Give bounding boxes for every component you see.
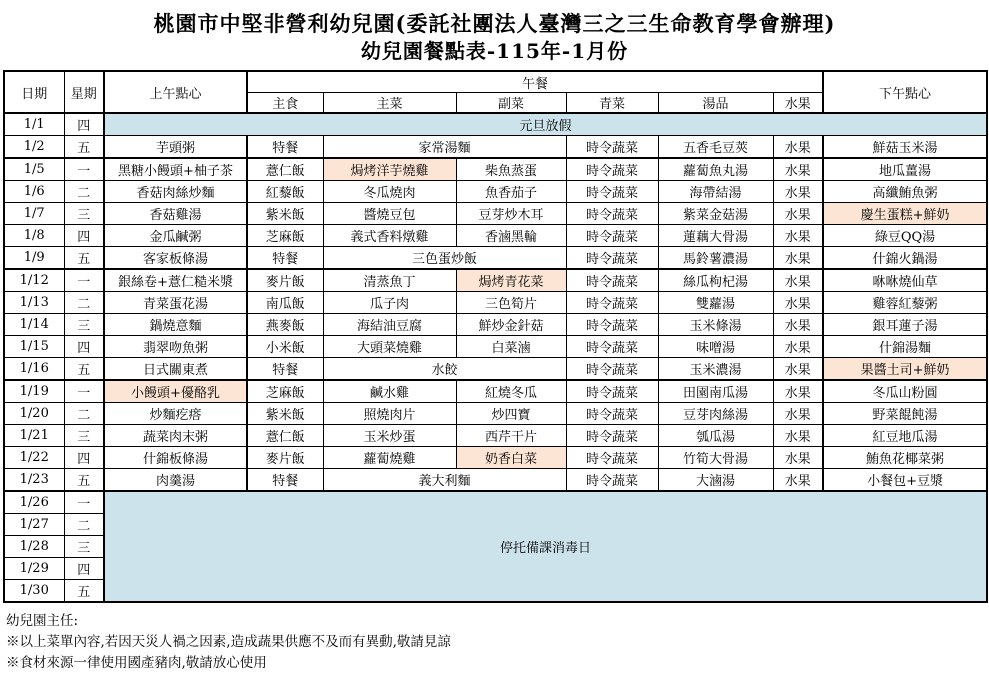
date-cell: 1/19	[4, 380, 64, 403]
staple-cell: 特餐	[247, 247, 323, 270]
weekday-cell: 二	[64, 514, 104, 536]
date-cell: 1/7	[4, 203, 64, 225]
pm-snack-cell: 慶生蛋糕+鮮奶	[823, 203, 987, 225]
weekday-cell: 一	[64, 380, 104, 403]
menu-row	[4, 358, 987, 381]
weekday-cell: 四	[64, 558, 104, 580]
soup-cell: 蘿蔔魚丸湯	[658, 158, 773, 181]
pm-snack-cell: 高纖鮪魚粥	[823, 181, 987, 203]
fruit-cell: 水果	[773, 247, 823, 270]
date-cell: 1/22	[4, 447, 64, 469]
main-dish-cell: 鹹水雞	[323, 380, 456, 403]
vegetable-cell: 時令蔬菜	[566, 380, 658, 403]
soup-column-header: 湯品	[658, 93, 773, 114]
date-cell: 1/9	[4, 247, 64, 270]
date-cell: 1/6	[4, 181, 64, 203]
side-dish-cell: 香滷黑輪	[456, 225, 566, 247]
menu-row	[4, 269, 987, 292]
am-snack-cell: 肉羹湯	[104, 469, 247, 492]
vegetable-cell: 時令蔬菜	[566, 447, 658, 469]
side-dish-cell: 西芹干片	[456, 425, 566, 447]
menu-row	[4, 380, 987, 403]
pm-snack-column-header: 下午點心	[823, 71, 987, 113]
am-snack-cell: 炒麵疙瘩	[104, 403, 247, 425]
vegetable-cell: 時令蔬菜	[566, 469, 658, 492]
fruit-cell: 水果	[773, 136, 823, 159]
menu-row	[4, 203, 987, 225]
menu-row	[4, 136, 987, 159]
vegetable-cell: 時令蔬菜	[566, 358, 658, 381]
menu-row	[4, 158, 987, 181]
main-dish-cell: 海結油豆腐	[323, 314, 456, 336]
menu-row	[4, 247, 987, 270]
weekday-column-header: 星期	[64, 71, 104, 113]
staple-cell: 特餐	[247, 358, 323, 381]
soup-cell: 馬鈴薯濃湯	[658, 247, 773, 270]
date-cell: 1/8	[4, 225, 64, 247]
am-snack-cell: 香菇雞湯	[104, 203, 247, 225]
am-snack-cell: 銀絲卷+薏仁糙米漿	[104, 269, 247, 292]
menu-row	[4, 491, 987, 514]
vegetable-cell: 時令蔬菜	[566, 314, 658, 336]
main-dish-cell: 醬燒豆包	[323, 203, 456, 225]
pm-snack-cell: 雞蓉紅藜粥	[823, 292, 987, 314]
am-snack-cell: 翡翠吻魚粥	[104, 336, 247, 358]
vegetable-cell: 時令蔬菜	[566, 225, 658, 247]
weekday-cell: 三	[64, 536, 104, 558]
weekday-cell: 五	[64, 136, 104, 159]
pm-snack-cell: 什錦火鍋湯	[823, 247, 987, 270]
soup-cell: 蓮藕大骨湯	[658, 225, 773, 247]
side-dish-cell: 三色筍片	[456, 292, 566, 314]
staple-cell: 小米飯	[247, 336, 323, 358]
vegetable-cell: 時令蔬菜	[566, 292, 658, 314]
date-cell: 1/30	[4, 580, 64, 603]
am-snack-cell: 鍋燒意麵	[104, 314, 247, 336]
fruit-cell: 水果	[773, 181, 823, 203]
staple-cell: 芝麻飯	[247, 225, 323, 247]
side-dish-cell: 豆芽炒木耳	[456, 203, 566, 225]
main-dish-cell: 大頭菜燒雞	[323, 336, 456, 358]
staple-cell: 麥片飯	[247, 269, 323, 292]
am-snack-cell: 客家板條湯	[104, 247, 247, 270]
fruit-cell: 水果	[773, 225, 823, 247]
vegetable-column-header: 青菜	[566, 93, 658, 114]
weekday-cell: 五	[64, 358, 104, 381]
weekday-cell: 二	[64, 292, 104, 314]
main-dish-cell: 蘿蔔燒雞	[323, 447, 456, 469]
soup-cell: 玉米濃湯	[658, 358, 773, 381]
soup-cell: 味噌湯	[658, 336, 773, 358]
menu-row	[4, 292, 987, 314]
fruit-column-header: 水果	[773, 93, 823, 114]
menu-row	[4, 425, 987, 447]
vegetable-cell: 時令蔬菜	[566, 203, 658, 225]
soup-cell: 豆芽肉絲湯	[658, 403, 773, 425]
date-cell: 1/20	[4, 403, 64, 425]
soup-cell: 大滷湯	[658, 469, 773, 492]
weekday-cell: 四	[64, 447, 104, 469]
staple-cell: 燕麥飯	[247, 314, 323, 336]
staple-cell: 薏仁飯	[247, 158, 323, 181]
weekday-cell: 四	[64, 336, 104, 358]
main-dish-column-header: 主菜	[323, 93, 456, 114]
main-dish-cell: 玉米炒蛋	[323, 425, 456, 447]
am-snack-column-header: 上午點心	[104, 71, 247, 113]
vegetable-cell: 時令蔬菜	[566, 181, 658, 203]
menu-row	[4, 403, 987, 425]
pm-snack-cell: 綠豆QQ湯	[823, 225, 987, 247]
notice-cell: 停托備課消毒日	[104, 491, 987, 602]
weekday-cell: 五	[64, 580, 104, 603]
main-dish-cell: 水餃	[323, 358, 566, 381]
side-dish-cell: 奶香白菜	[456, 447, 566, 469]
soup-cell: 紫菜金菇湯	[658, 203, 773, 225]
side-dish-cell: 白菜滷	[456, 336, 566, 358]
footer-note-1: ※以上菜單內容,若因天災人禍之因素,造成蔬果供應不及而有異動,敬請見諒	[6, 634, 451, 650]
side-dish-cell: 焗烤青花菜	[456, 269, 566, 292]
soup-cell: 五香毛豆莢	[658, 136, 773, 159]
date-cell: 1/5	[4, 158, 64, 181]
vegetable-cell: 時令蔬菜	[566, 136, 658, 159]
date-cell: 1/13	[4, 292, 64, 314]
fruit-cell: 水果	[773, 358, 823, 381]
am-snack-cell: 金瓜鹹粥	[104, 225, 247, 247]
soup-cell: 雙蘿湯	[658, 292, 773, 314]
am-snack-cell: 小饅頭+優酪乳	[104, 380, 247, 403]
date-cell: 1/2	[4, 136, 64, 159]
date-cell: 1/12	[4, 269, 64, 292]
vegetable-cell: 時令蔬菜	[566, 425, 658, 447]
fruit-cell: 水果	[773, 469, 823, 492]
weekday-cell: 一	[64, 158, 104, 181]
am-snack-cell: 芋頭粥	[104, 136, 247, 159]
staple-cell: 南瓜飯	[247, 292, 323, 314]
fruit-cell: 水果	[773, 447, 823, 469]
vegetable-cell: 時令蔬菜	[566, 158, 658, 181]
soup-cell: 田園南瓜湯	[658, 380, 773, 403]
pm-snack-cell: 果醬土司+鮮奶	[823, 358, 987, 381]
staple-cell: 紫米飯	[247, 203, 323, 225]
am-snack-cell: 青菜蛋花湯	[104, 292, 247, 314]
pm-snack-cell: 小餐包+豆漿	[823, 469, 987, 492]
weekday-cell: 五	[64, 247, 104, 270]
fruit-cell: 水果	[773, 403, 823, 425]
date-column-header: 日期	[4, 71, 64, 113]
side-dish-column-header: 副菜	[456, 93, 566, 114]
weekday-cell: 二	[64, 403, 104, 425]
staple-cell: 芝麻飯	[247, 380, 323, 403]
staple-column-header: 主食	[247, 93, 323, 114]
date-cell: 1/28	[4, 536, 64, 558]
main-dish-cell: 義式香料燉雞	[323, 225, 456, 247]
vegetable-cell: 時令蔬菜	[566, 247, 658, 270]
date-cell: 1/16	[4, 358, 64, 381]
soup-cell: 瓠瓜湯	[658, 425, 773, 447]
weekday-cell: 三	[64, 314, 104, 336]
weekday-cell: 五	[64, 469, 104, 492]
pm-snack-cell: 鮪魚花椰菜粥	[823, 447, 987, 469]
menu-row	[4, 225, 987, 247]
am-snack-cell: 香菇肉絲炒麵	[104, 181, 247, 203]
date-cell: 1/14	[4, 314, 64, 336]
side-dish-cell: 紅燒冬瓜	[456, 380, 566, 403]
weekday-cell: 四	[64, 113, 104, 136]
staple-cell: 紫米飯	[247, 403, 323, 425]
date-cell: 1/21	[4, 425, 64, 447]
fruit-cell: 水果	[773, 292, 823, 314]
fruit-cell: 水果	[773, 158, 823, 181]
main-dish-cell: 冬瓜燒肉	[323, 181, 456, 203]
date-cell: 1/26	[4, 491, 64, 514]
staple-cell: 紅藜飯	[247, 181, 323, 203]
pm-snack-cell: 銀耳蓮子湯	[823, 314, 987, 336]
am-snack-cell: 什錦板條湯	[104, 447, 247, 469]
staple-cell: 特餐	[247, 136, 323, 159]
staple-cell: 麥片飯	[247, 447, 323, 469]
date-cell: 1/29	[4, 558, 64, 580]
weekday-cell: 一	[64, 491, 104, 514]
fruit-cell: 水果	[773, 269, 823, 292]
menu-row	[4, 336, 987, 358]
pm-snack-cell: 什錦湯麵	[823, 336, 987, 358]
header-row-1	[4, 71, 987, 93]
main-dish-cell: 焗烤洋芋燒雞	[323, 158, 456, 181]
page-title: 桃園市中堅非營利幼兒園(委託社團法人臺灣三之三生命教育學會辦理)	[153, 11, 836, 36]
main-dish-cell: 家常湯麵	[323, 136, 566, 159]
menu-row	[4, 469, 987, 492]
page-subtitle: 幼兒園餐點表-115年-1月份	[360, 39, 629, 63]
menu-row	[4, 181, 987, 203]
soup-cell: 海帶結湯	[658, 181, 773, 203]
pm-snack-cell: 紅豆地瓜湯	[823, 425, 987, 447]
fruit-cell: 水果	[773, 380, 823, 403]
fruit-cell: 水果	[773, 314, 823, 336]
pm-snack-cell: 野菜餛飩湯	[823, 403, 987, 425]
footer-notes	[6, 611, 989, 674]
pm-snack-cell: 鮮菇玉米湯	[823, 136, 987, 159]
notice-cell: 元旦放假	[104, 113, 987, 136]
am-snack-cell: 蔬菜肉末粥	[104, 425, 247, 447]
date-cell: 1/1	[4, 113, 64, 136]
am-snack-cell: 日式關東煮	[104, 358, 247, 381]
menu-row	[4, 314, 987, 336]
side-dish-cell: 柴魚蒸蛋	[456, 158, 566, 181]
menu-table	[3, 70, 988, 603]
date-cell: 1/15	[4, 336, 64, 358]
main-dish-cell: 照燒肉片	[323, 403, 456, 425]
fruit-cell: 水果	[773, 425, 823, 447]
pm-snack-cell: 冬瓜山粉圓	[823, 380, 987, 403]
main-dish-cell: 三色蛋炒飯	[323, 247, 566, 270]
weekday-cell: 三	[64, 425, 104, 447]
weekday-cell: 四	[64, 225, 104, 247]
soup-cell: 玉米條湯	[658, 314, 773, 336]
soup-cell: 絲瓜枸杞湯	[658, 269, 773, 292]
lunch-column-header: 午餐	[247, 71, 823, 93]
footer-note-2: ※食材來源一律使用國產豬肉,敬請放心使用	[6, 655, 267, 671]
date-cell: 1/27	[4, 514, 64, 536]
am-snack-cell: 黑糖小饅頭+柚子茶	[104, 158, 247, 181]
main-dish-cell: 義大利麵	[323, 469, 566, 492]
staple-cell: 特餐	[247, 469, 323, 492]
vegetable-cell: 時令蔬菜	[566, 269, 658, 292]
pm-snack-cell: 咻咻燒仙草	[823, 269, 987, 292]
side-dish-cell: 鮮炒金針菇	[456, 314, 566, 336]
date-cell: 1/23	[4, 469, 64, 492]
weekday-cell: 二	[64, 181, 104, 203]
vegetable-cell: 時令蔬菜	[566, 336, 658, 358]
staple-cell: 薏仁飯	[247, 425, 323, 447]
weekday-cell: 一	[64, 269, 104, 292]
vegetable-cell: 時令蔬菜	[566, 403, 658, 425]
side-dish-cell: 魚香茄子	[456, 181, 566, 203]
main-dish-cell: 清蒸魚丁	[323, 269, 456, 292]
main-dish-cell: 瓜子肉	[323, 292, 456, 314]
fruit-cell: 水果	[773, 336, 823, 358]
footer-director-line: 幼兒園主任:	[6, 613, 79, 629]
weekday-cell: 三	[64, 203, 104, 225]
side-dish-cell: 炒四寶	[456, 403, 566, 425]
fruit-cell: 水果	[773, 203, 823, 225]
pm-snack-cell: 地瓜薑湯	[823, 158, 987, 181]
soup-cell: 竹筍大骨湯	[658, 447, 773, 469]
menu-row	[4, 447, 987, 469]
menu-row	[4, 113, 987, 136]
